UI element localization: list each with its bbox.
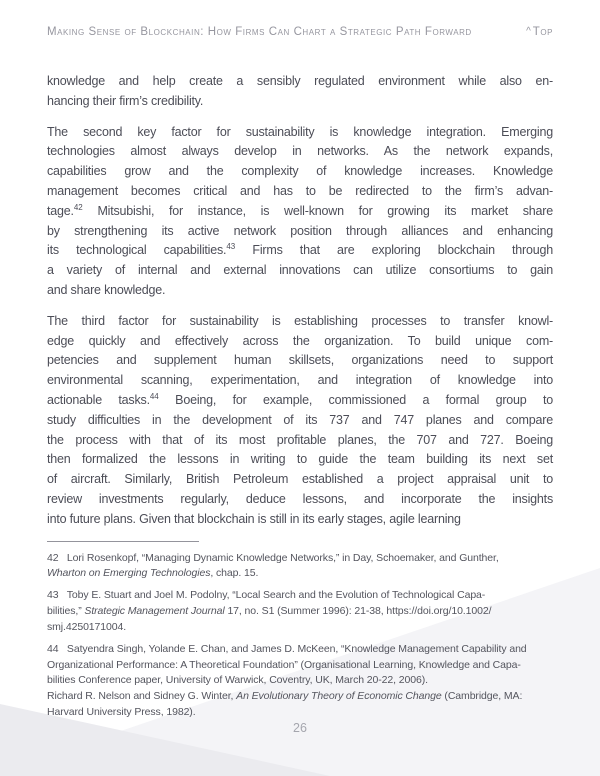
footnote-44 bbox=[47, 642, 553, 720]
body-line: then formalized the lessons in writing to guide the team building its next set bbox=[47, 452, 553, 467]
body-line: knowledge and help create a sensibly regulated environment while also en- bbox=[47, 74, 553, 88]
body-line: of aircraft. Similarly, British Petroleum established a project appraisal unit to bbox=[47, 472, 553, 487]
footnote-line: bilities Conference paper, University of Warwick, Coventry, UK, March 20-22, 2006). bbox=[47, 674, 428, 687]
body-line: a variety of internal and external innovations can utilize consortiums to gain bbox=[47, 263, 553, 278]
footnote-line: smj.4250171004. bbox=[47, 620, 127, 633]
body-line: edge quickly and effectively across the organization. To build unique com- bbox=[47, 333, 553, 348]
body-line: its technological capabilities.$^{43}$ Firms that are exploring blockchain through bbox=[47, 242, 553, 258]
footnote-43 bbox=[47, 588, 553, 635]
body-line: actionable tasks.$^{44}$ Boeing, for example, commissioned a formal group to bbox=[47, 391, 553, 407]
body-line: tage.$^{42}$ Mitsubishi, for instance, is well-known for growing its market share bbox=[47, 202, 553, 218]
body-text bbox=[47, 72, 553, 530]
body-line: The second key factor for sustainability is knowledge integration. Emerging bbox=[47, 124, 553, 139]
body-line: into future plans. Given that blockchain is still in its early stages, agile learning bbox=[47, 511, 461, 526]
body-line: petencies and supplement human skillsets, organizations need to support bbox=[47, 353, 553, 368]
body-line: management becomes critical and has to be redirected to the firm’s advan- bbox=[47, 183, 553, 198]
top-link-label: Top bbox=[532, 26, 553, 38]
body-line: review investments regularly, deduce lessons, and incorporate the insights bbox=[47, 491, 553, 506]
body-line: hancing their firm’s credibility. bbox=[47, 93, 204, 108]
body-line: and share knowledge. bbox=[47, 282, 166, 297]
body-line: The third factor for sustainability is establishing processes to transfer knowl- bbox=[47, 313, 553, 328]
footnote-line: 43 Toby E. Stuart and Joel M. Podolny, “Local Search and the Evolution of Technological Capa- bbox=[47, 589, 486, 602]
footnote-line: Harvard University Press, 1982). bbox=[47, 705, 196, 718]
paragraph bbox=[47, 72, 553, 112]
body-line: technologies almost always develop in networks. As the network expands, bbox=[47, 144, 553, 159]
body-line: study difficulties in the development of its 737 and 747 planes and compare bbox=[47, 412, 553, 427]
footnote-line: 42 Lori Rosenkopf, “Managing Dynamic Knowledge Networks,” in Day, Schoemaker, and Gunther, bbox=[47, 551, 499, 564]
footnote-line: 44 Satyendra Singh, Yolande E. Chan, and James D. McKeen, “Knowledge Management Capability and bbox=[47, 642, 527, 655]
page-number: 26 bbox=[293, 721, 307, 735]
footnotes bbox=[47, 551, 553, 721]
footnote-line: Organizational Performance: A Theoretical Foundation” (Organisational Learning, Knowledge and Capa- bbox=[47, 658, 521, 671]
footnote-line: Richard R. Nelson and Sidney G. Winter, An Evolutionary Theory of Economic Change (Cambridge, MA: bbox=[47, 690, 523, 703]
body-line: by strengthening its active network position through alliances and enhancing bbox=[47, 223, 553, 238]
top-link[interactable] bbox=[526, 26, 553, 38]
body-line: environmental scanning, experimentation, and integration of knowledge into bbox=[47, 373, 553, 388]
footnote-line: bilities,” Strategic Management Journal 17, no. S1 (Summer 1996): 21-38, https://doi.org/10.1002/ bbox=[47, 605, 492, 618]
footnote-42 bbox=[47, 551, 553, 582]
paragraph bbox=[47, 312, 553, 530]
paragraph bbox=[47, 123, 553, 301]
running-header-title: Making Sense of Blockchain: How Firms Can Chart a Strategic Path Forward bbox=[47, 26, 472, 38]
body-line: the process with that of its most profitable planes, the 707 and 727. Boeing bbox=[47, 432, 553, 447]
footnote-line: Wharton on Emerging Technologies, chap. 15. bbox=[47, 567, 259, 580]
footnote-ref: 44 bbox=[149, 391, 159, 401]
caret-up-icon: ^ bbox=[526, 26, 531, 37]
footnote-divider bbox=[47, 541, 199, 542]
footnote-ref: 43 bbox=[226, 242, 236, 252]
footnote-ref: 42 bbox=[73, 202, 83, 212]
body-line: capabilities grow and the complexity of knowledge increases. Knowledge bbox=[47, 164, 553, 179]
content-column bbox=[47, 26, 553, 727]
running-header bbox=[47, 26, 553, 42]
